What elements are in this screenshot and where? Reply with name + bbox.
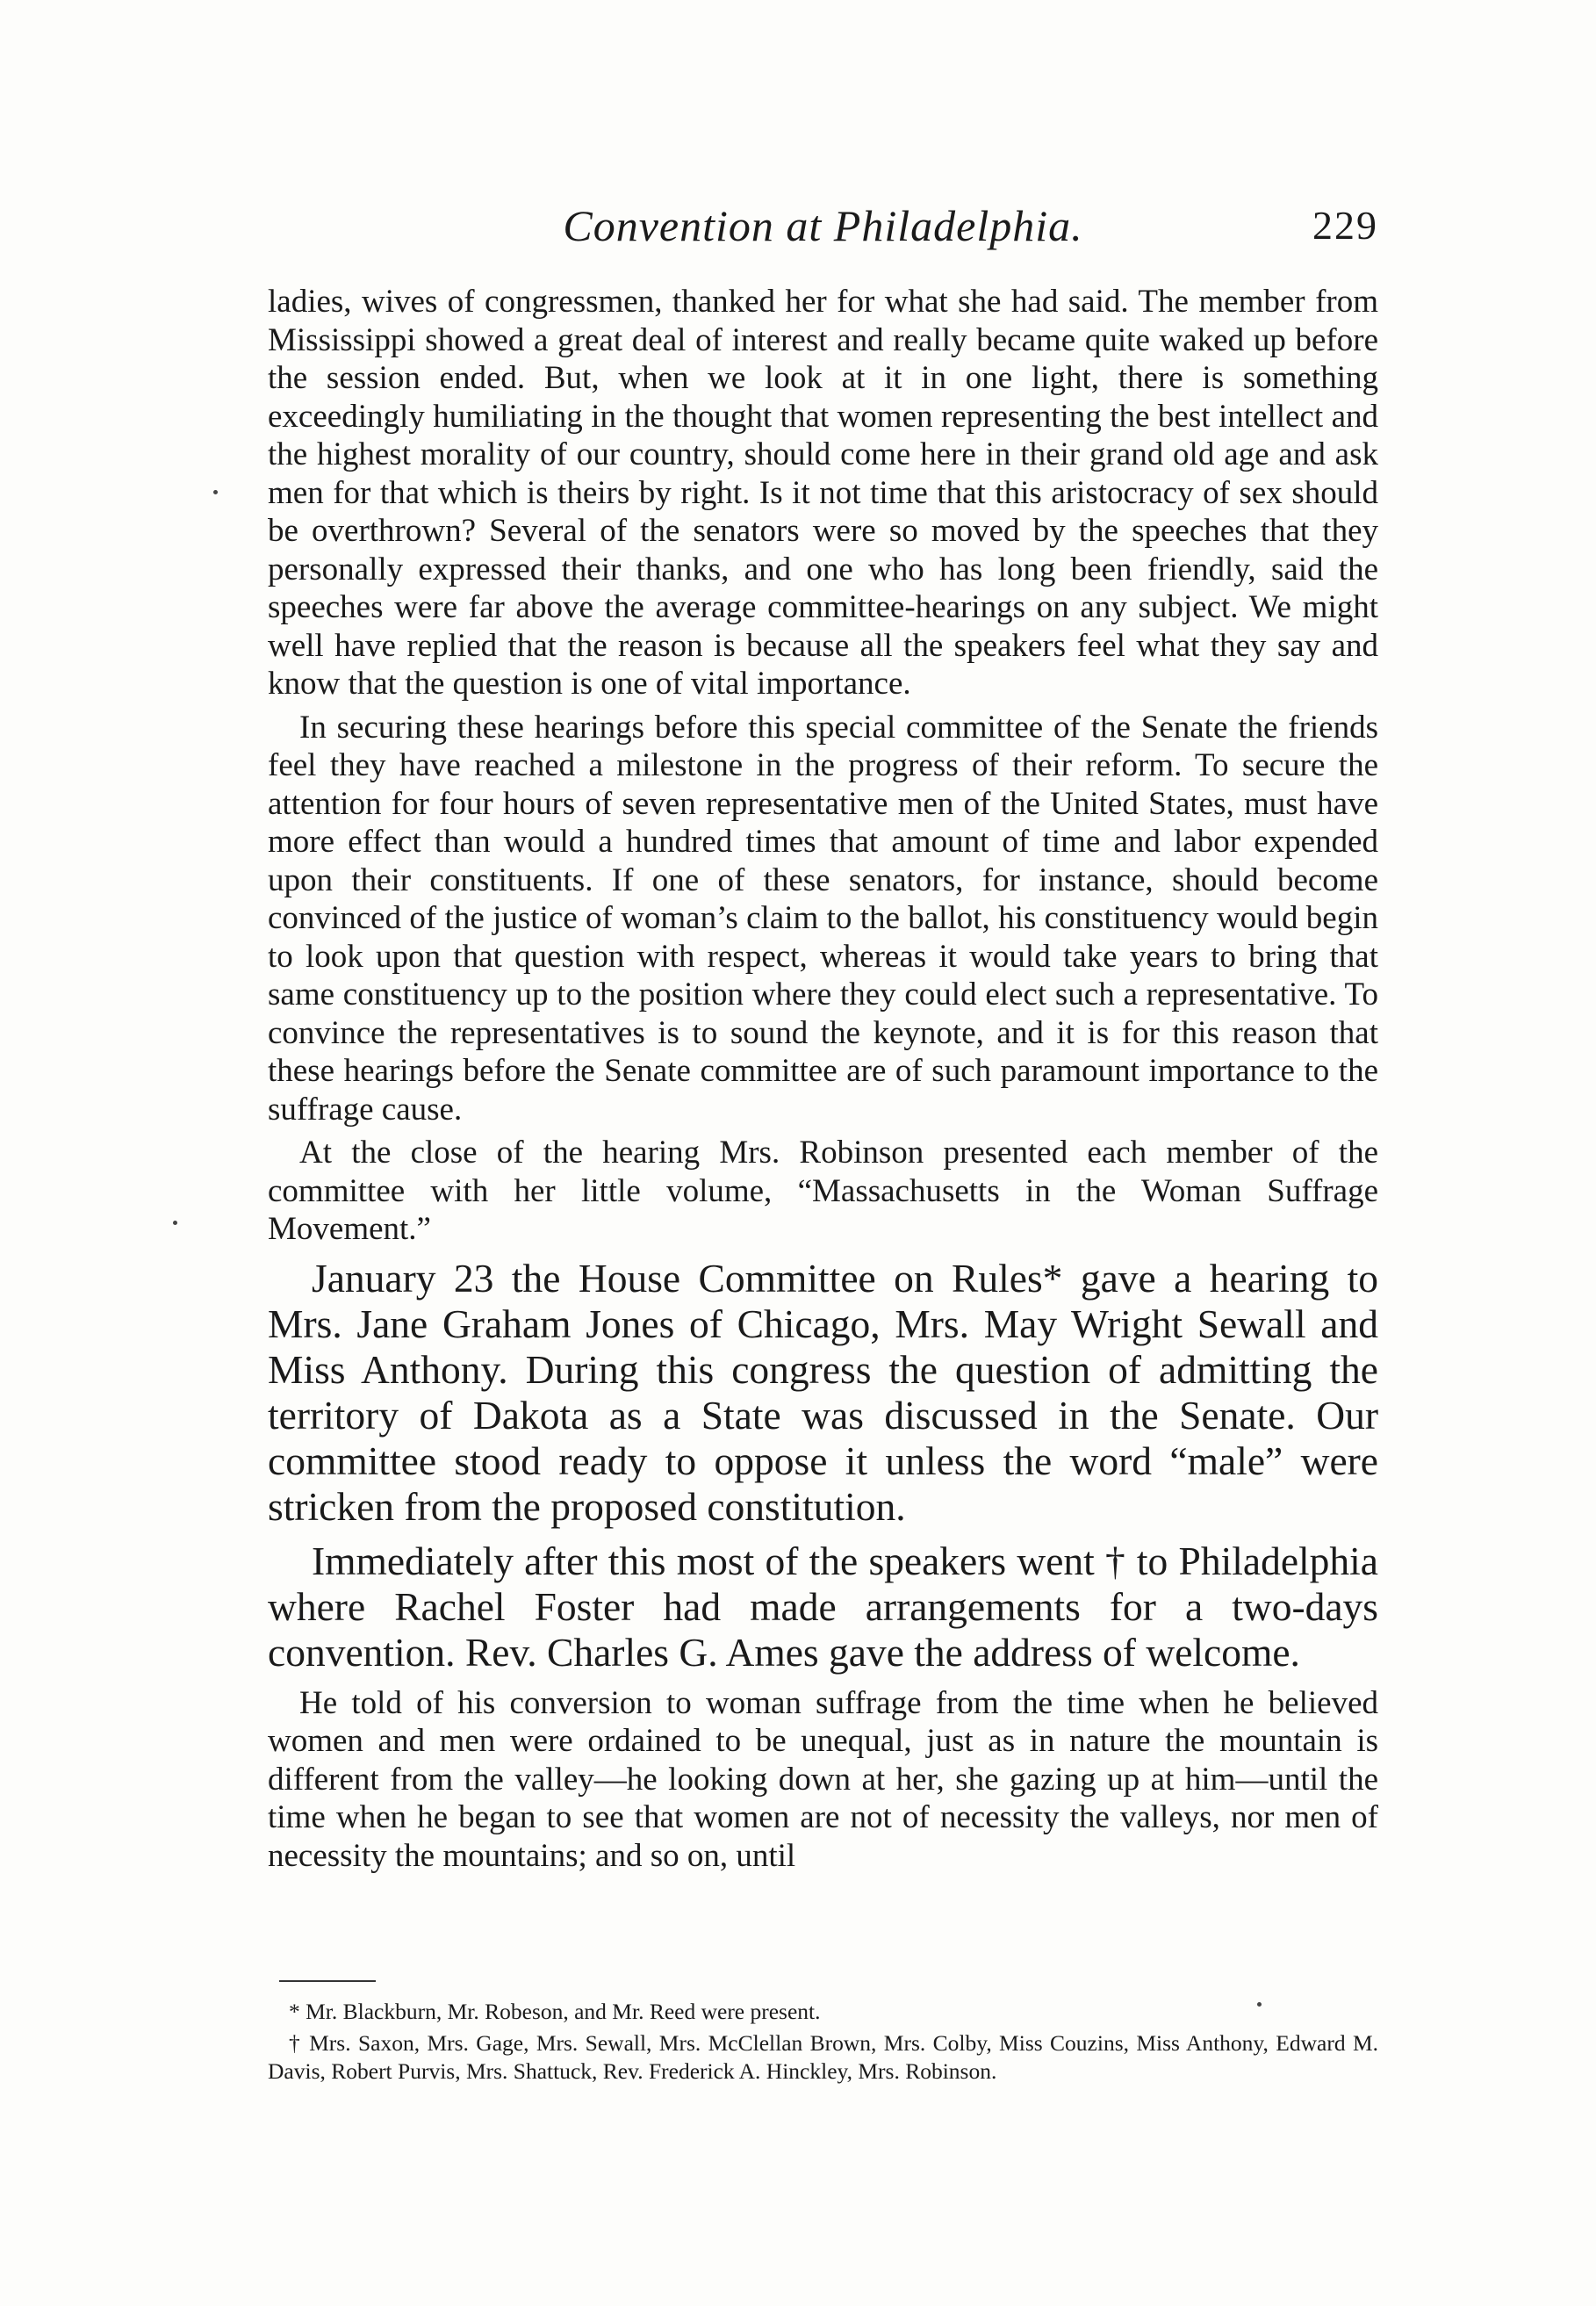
margin-speck <box>173 1221 177 1225</box>
paragraph-robinson-volume: At the close of the hearing Mrs. Robinson presented each member of the committee with her little volume, “Massachusetts in the Woman Suffrage Movement.” <box>268 1135 1378 1247</box>
footnote-dagger: † Mrs. Saxon, Mrs. Gage, Mrs. Sewall, Mrs. McClellan Brown, Mrs. Colby, Miss Couzins, Miss Anthony, Edward M. Davis, Robert Purvis, Mrs. Shattuck, Rev. Frederick A. Hinckley, Mrs. Robinson. <box>268 2030 1378 2084</box>
body-text <box>268 283 1378 1880</box>
footnote-asterisk: * Mr. Blackburn, Mr. Robeson, and Mr. Reed were present. <box>289 1999 821 2024</box>
page-speck <box>1257 2002 1262 2007</box>
running-title: Convention at Philadelphia. <box>563 201 1083 250</box>
footnotes <box>268 1998 1378 2089</box>
paragraph-milestone: In securing these hearings before this special committee of the Senate the friends feel they have reached a milestone in the progress of their reform. To secure the attention for four hours of seven representative men of the United States, must have more effect than would a hundred times that amount of time and labor expended upon their constituents. If one of these senators, for instance, should become convinced of the justice of woman’s claim to the ballot, his constituency would begin to look upon that question with respect, whereas it would take years to bring that same constituency up to the position where they could elect such a representative. To convince the representatives is to sound the keynote, and it is for this reason that these hearings before the Senate committee are of such paramount importance to the suffrage cause. <box>268 709 1378 1128</box>
paragraph-house-committee: January 23 the House Committee on Rules* gave a hearing to Mrs. Jane Graham Jones of Chicago, Mrs. May Wright Sewall and Miss Anthony. During this congress the question of admitting the territory of Dakota as a State was discussed in the Senate. Our committee stood ready to oppose it unless the word “male” were stricken from the proposed constitution. <box>268 1255 1378 1529</box>
footnote-rule <box>279 1980 376 1982</box>
paragraph-hearing-reaction: ladies, wives of congressmen, thanked her for what she had said. The member from Mississippi showed a great deal of interest and really became quite waked up before the session ended. But, when we look at it in one light, there is something exceedingly humiliating in the thought that women representing the best intellect and the highest morality of our country, should come here in their grand old age and ask men for that which is theirs by right. Is it not time that this aristocracy of sex should be overthrown? Several of the senators were so moved by the speeches that they personally expressed their thanks, and one who has long been friendly, said the speeches were far above the average committee-hearings on any subject. We might well have replied that the reason is because all the speakers feel what they say and know that the question is one of vital importance. <box>268 284 1378 702</box>
page-number: 229 <box>1312 203 1378 248</box>
paragraph-philadelphia: Immediately after this most of the speakers went † to Philadelphia where Rachel Foster had made arrangements for a two-days convention. Rev. Charles G. Ames gave the address of welcome. <box>268 1538 1378 1675</box>
paragraph-ames-address: He told of his conversion to woman suffrage from the time when he believed women and men were ordained to be unequal, just as in nature the mountain is different from the valley—he looking down at her, she gazing up at him—until the time when he began to see that women are not of necessity the valleys, nor men of necessity the mountains; and so on, until <box>268 1684 1378 1874</box>
margin-speck <box>213 490 218 494</box>
page-header <box>268 195 1378 256</box>
